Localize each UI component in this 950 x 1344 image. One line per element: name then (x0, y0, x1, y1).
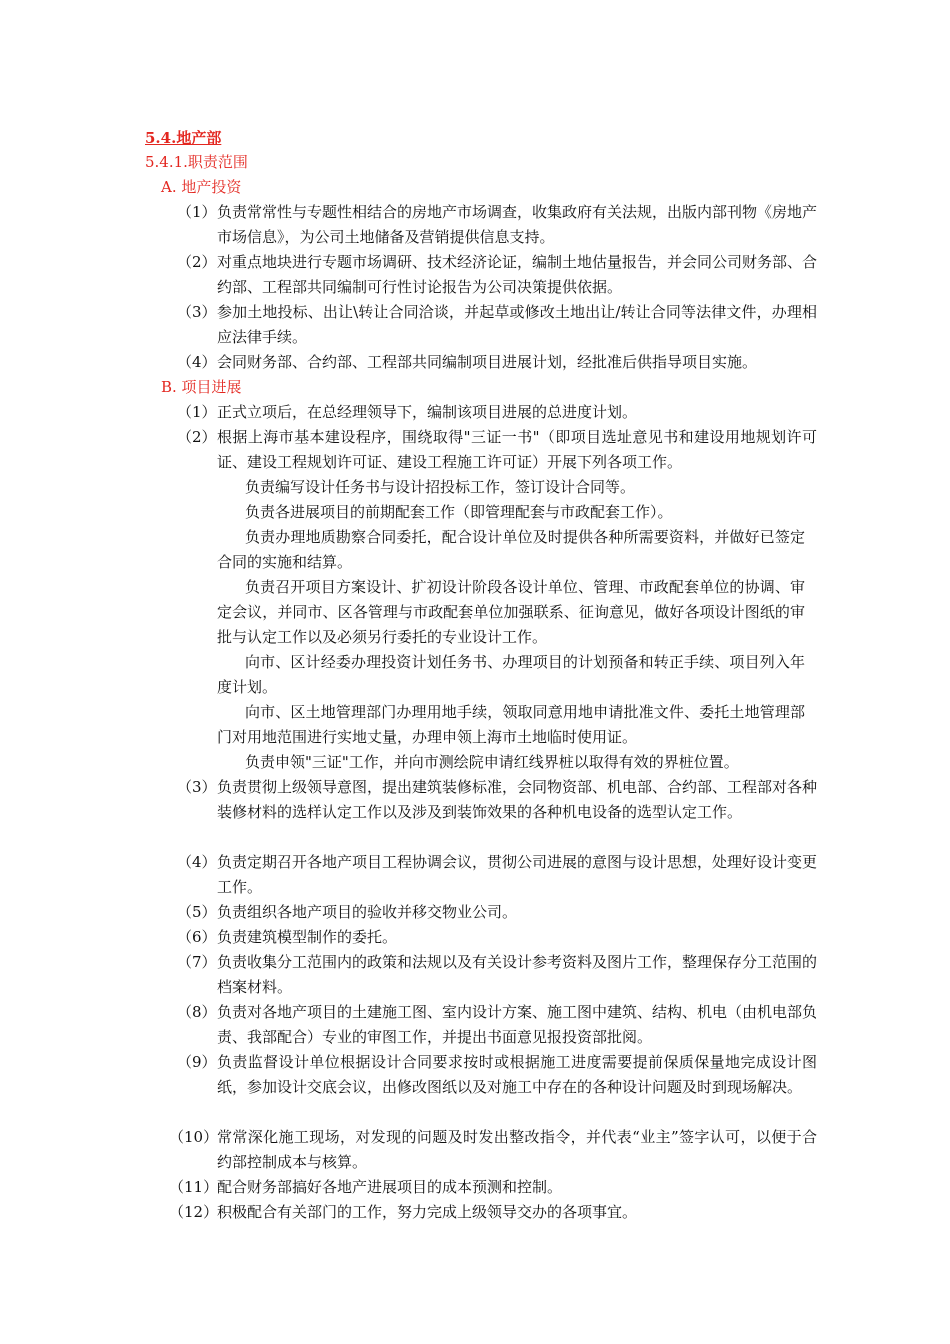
sub-paragraph: 负责编写设计任务书与设计招投标工作，签订设计合同等。 (245, 478, 636, 496)
list-item (177, 350, 817, 375)
item-text: 会同财务部、合约部、工程部共同编制项目进展计划，经批准后供指导项目实施。 (217, 353, 758, 371)
item-text: 负责对各地产项目的土建施工图、室内设计方案、施工图中建筑、结构、机电（由机电部负责、我部配合）专业的审图工作，并提出书面意见报投资部批阅。 (217, 1003, 818, 1046)
item-text: 对重点地块进行专题市场调研、技术经济论证，编制土地估量报告，并会同公司财务部、合约部、工程部共同编制可行性讨论报告为公司决策提供依据。 (217, 253, 818, 296)
item-text: 参加土地投标、出让\转让合同洽谈，并起草或修改土地出让/转让合同等法律文件，办理相应法律手续。 (217, 303, 817, 346)
list-item (177, 1050, 817, 1100)
item-text: 负责收集分工范围内的政策和法规以及有关设计参考资料及图片工作，整理保存分工范围的档案材料。 (217, 953, 818, 996)
group-b-heading: B. 项目进展 (161, 378, 242, 396)
group-a-heading: A. 地产投资 (161, 178, 242, 196)
item-text: 负责贯彻上级领导意图，提出建筑装修标准，会同物资部、机电部、合约部、工程部对各种装修材料的选样认定工作以及涉及到装饰效果的各种机电设备的选型认定工作。 (217, 778, 818, 821)
list-item (177, 950, 817, 1000)
item-text: 负责监督设计单位根据设计合同要求按时或根据施工进度需要提前保质保量地完成设计图纸，参加设计交底会议，出修改图纸以及对施工中存在的各种设计问题及时到现场解决。 (217, 1053, 817, 1096)
list-item (177, 250, 817, 300)
sub-paragraph: 负责申领"三证"工作，并向市测绘院申请红线界桩以取得有效的界桩位置。 (245, 753, 739, 771)
item-number: （8） (177, 1003, 217, 1021)
list-item (169, 1200, 817, 1225)
list-item (177, 300, 817, 350)
item-number: （6） (177, 928, 217, 946)
list-item (177, 850, 817, 900)
item-text: 正式立项后，在总经理领导下，编制该项目进展的总进度计划。 (217, 403, 638, 421)
list-item (177, 925, 817, 950)
list-item (177, 900, 817, 925)
sub-paragraph: 负责召开项目方案设计、扩初设计阶段各设计单位、管理、市政配套单位的协调、审定会议，并同市、区各管理与市政配套单位加强联系、征询意见，做好各项设计图纸的审批与认定工作以及必须另行委托的专业设计工作。 (217, 578, 805, 646)
item-number: （10） (169, 1128, 219, 1146)
list-item (177, 200, 817, 250)
item-number: （12） (169, 1203, 219, 1221)
list-item (169, 1125, 817, 1175)
item-number: （4） (177, 853, 217, 871)
subsection-title: 5.4.1.职责范围 (145, 153, 248, 171)
item-text: 常常深化施工现场，对发现的问题及时发出整改指令，并代表“业主”签字认可，以便于合约部控制成本与核算。 (217, 1128, 817, 1171)
item-text: 负责常常性与专题性相结合的房地产市场调查，收集政府有关法规，出版内部刊物《房地产市场信息》，为公司土地储备及营销提供信息支持。 (217, 203, 818, 246)
list-item (177, 400, 817, 425)
sub-paragraph: 负责各进展项目的前期配套工作（即管理配套与市政配套工作）。 (245, 503, 673, 521)
item-number: （11） (169, 1178, 219, 1196)
list-item (177, 1000, 817, 1050)
item-number: （3） (177, 303, 217, 321)
item-text: 负责组织各地产项目的验收并移交物业公司。 (217, 903, 518, 921)
item-number: （5） (177, 903, 217, 921)
item-number: （4） (177, 353, 217, 371)
item-text: 负责建筑模型制作的委托。 (217, 928, 398, 946)
item-number: （1） (177, 203, 217, 221)
list-item (177, 425, 817, 475)
item-text: 积极配合有关部门的工作，努力完成上级领导交办的各项事宜。 (217, 1203, 638, 1221)
sub-paragraph: 向市、区计经委办理投资计划任务书、办理项目的计划预备和转正手续、项目列入年度计划。 (217, 653, 805, 696)
item-number: （2） (177, 428, 217, 446)
item-number: （2） (177, 253, 217, 271)
sub-paragraph: 负责办理地质勘察合同委托，配合设计单位及时提供各种所需要资料，并做好已签定合同的实施和结算。 (217, 528, 805, 571)
list-item (169, 1175, 817, 1200)
section-title: 5.4.地产部 (145, 129, 222, 147)
item-number: （1） (177, 403, 217, 421)
list-item (177, 775, 817, 825)
item-number: （9） (177, 1053, 217, 1071)
sub-paragraph: 向市、区土地管理部门办理用地手续，领取同意用地申请批准文件、委托土地管理部门对用地范围进行实地丈量，办理申领上海市土地临时使用证。 (217, 703, 805, 746)
item-text: 配合财务部搞好各地产进展项目的成本预测和控制。 (217, 1178, 563, 1196)
item-text: 根据上海市基本建设程序，围绕取得"三证一书"（即项目选址意见书和建设用地规划许可证、建设工程规划许可证、建设工程施工许可证）开展下列各项工作。 (217, 428, 817, 471)
item-number: （3） (177, 778, 217, 796)
item-text: 负责定期召开各地产项目工程协调会议，贯彻公司进展的意图与设计思想，处理好设计变更工作。 (217, 853, 818, 896)
item-number: （7） (177, 953, 217, 971)
